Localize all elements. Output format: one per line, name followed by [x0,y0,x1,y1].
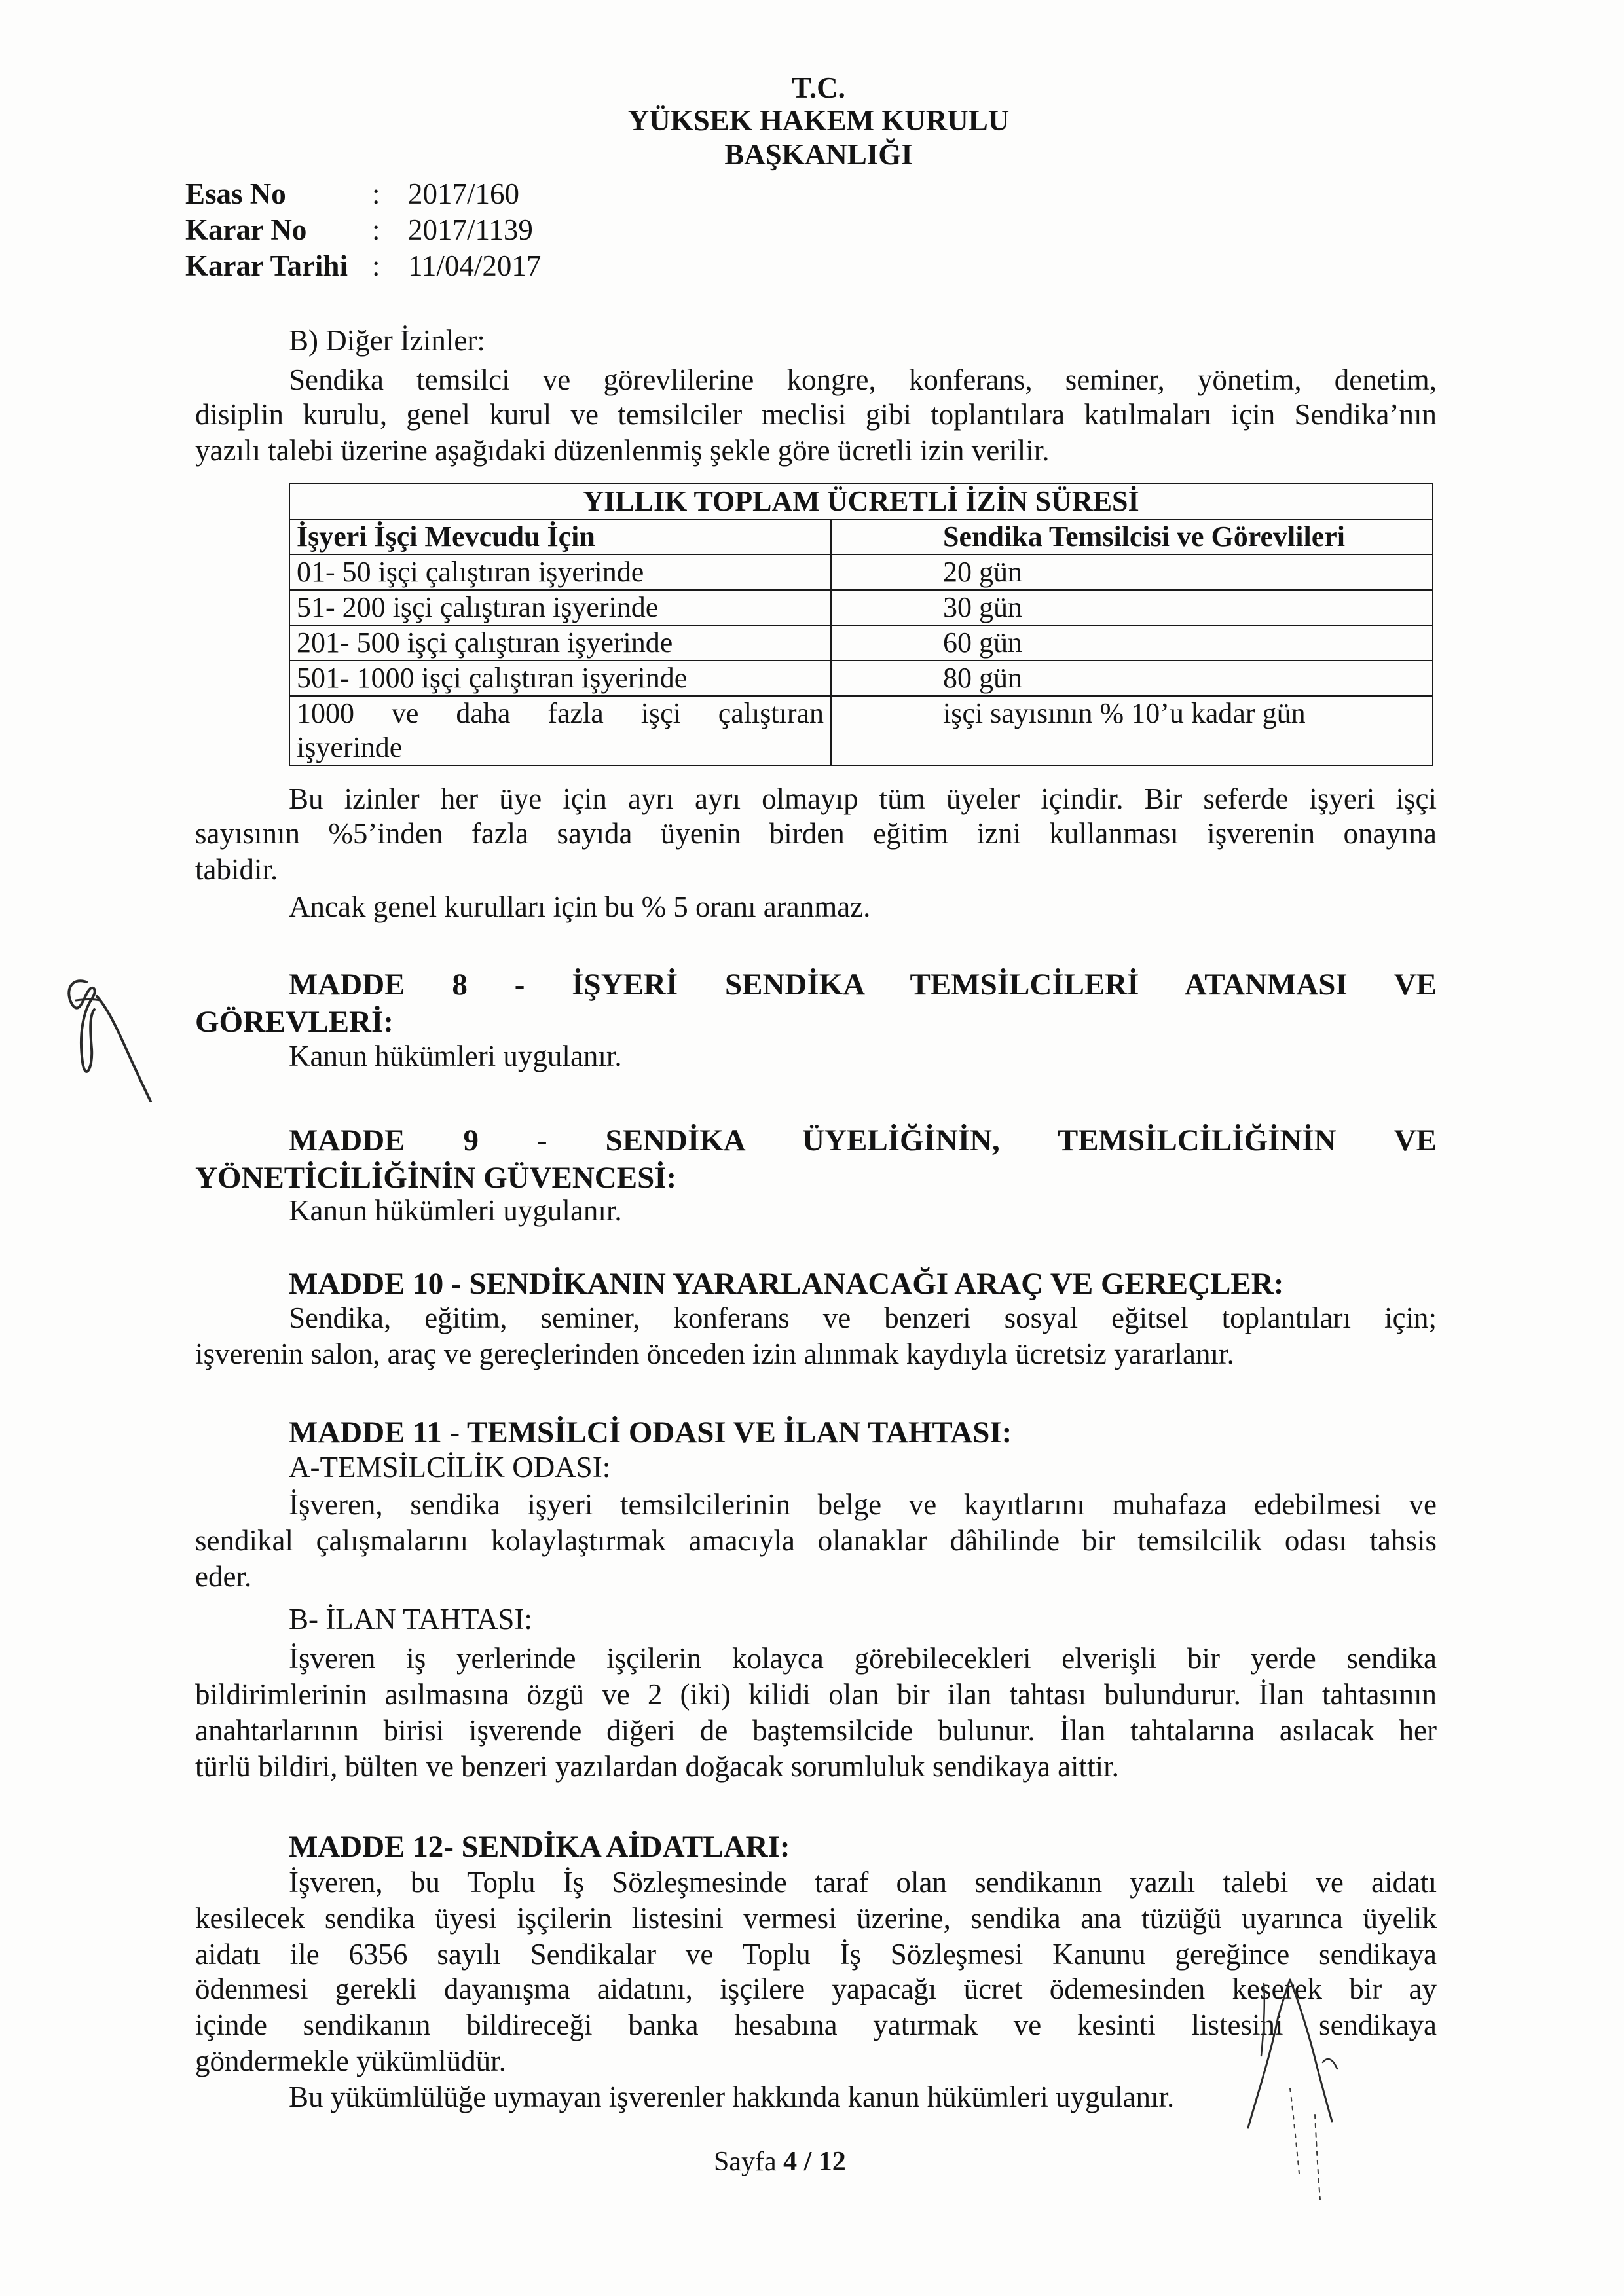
table-title-row [289,484,1433,519]
table-cell-range [289,696,831,765]
madde-12-line-6: göndermekle yükümlüdür. [195,2045,506,2077]
madde-9-title-cont: YÖNETİCİLİĞİNİN GÜVENCESİ: [195,1161,677,1195]
table-row [289,555,1433,590]
table-cell-range: 501- 1000 işçi çalıştıran işyerinde [289,661,831,696]
meta-value: 2017/160 [408,177,520,210]
table-row [289,625,1433,661]
madde-12-line-3: aidatı ile 6356 sayılı Sendikalar ve Toplu İş Sözleşmesi Kanunu gereğince sendikaya [195,1938,1437,1971]
madde-11-b-line-1: İşveren iş yerlerinde işçilerin kolayca görebilecekleri elverişli bir yerde sendika [289,1642,1437,1675]
table-cell-range: 201- 500 işçi çalıştıran işyerinde [289,625,831,661]
page-number: 4 / 12 [783,2147,846,2177]
table-cell-days: 30 gün [831,590,1433,625]
madde-12-line-5: içinde sendikanın bildireceği banka hesabına yatırmak ve kesinti listesini sendikaya [195,2009,1437,2041]
meta-label: Esas No [185,177,286,210]
meta-value: 2017/1139 [408,213,533,246]
madde-11-sub-a: A-TEMSİLCİLİK ODASI: [289,1451,611,1484]
header-institution: YÜKSEK HAKEM KURULU [627,104,1010,137]
table-cell-days: 20 gün [831,555,1433,590]
madde-8-title-cont: GÖREVLERİ: [195,1005,394,1039]
madde-10-line-1: Sendika, eğitim, seminer, konferans ve benzeri sosyal eğitsel toplantıları için; [289,1302,1437,1334]
section-b-line-1: Sendika temsilci ve görevlilerine kongre, konferans, seminer, yönetim, denetim, [289,363,1437,396]
meta-karar-no [185,213,533,247]
madde-11-a-line-2: sendikal çalışmalarını kolaylaştırmak amacıyla olanaklar dâhilinde bir temsilcilik odası tahsis [195,1524,1437,1557]
table-row [289,696,1433,765]
after-table-note: Ancak genel kurulları için bu % 5 oranı aranmaz. [289,890,871,923]
madde-11-sub-b: B- İLAN TAHTASI: [289,1603,532,1635]
section-b-title: B) Diğer İzinler: [289,324,485,357]
madde-9-title: MADDE 9 - SENDİKA ÜYELİĞİNİN, TEMSİLCİLİĞİNİN VE [289,1123,1437,1157]
page-footer-prefix: Sayfa [714,2147,784,2177]
table-cell-range: 01- 50 işçi çalıştıran işyerinde [289,555,831,590]
meta-label: Karar Tarihi [185,249,348,282]
madde-9-text: Kanun hükümleri uygulanır. [289,1194,622,1227]
after-table-line-2: sayısının %5’inden fazla sayıda üyenin birden eğitim izni kullanması işverenin onayına [195,817,1437,850]
table-col-header: Sendika Temsilcisi ve Görevlileri [831,519,1433,555]
header-tc: T.C. [792,71,845,104]
madde-11-b-line-2: bildirimlerinin asılmasına özgü ve 2 (iki) kilidi olan bir ilan tahtası bulundurur. İlan tahtasının [195,1678,1437,1711]
meta-value: 11/04/2017 [408,249,542,282]
meta-label: Karar No [185,213,307,246]
madde-11-a-line-1: İşveren, sendika işyeri temsilcilerinin belge ve kayıtlarını muhafaza edebilmesi ve [289,1488,1437,1521]
table-cell-days: işçi sayısının % 10’u kadar gün [831,696,1433,765]
madde-12-title: MADDE 12- SENDİKA AİDATLARI: [289,1830,790,1864]
madde-8-text: Kanun hükümleri uygulanır. [289,1040,622,1072]
table-row [289,590,1433,625]
madde-8-title: MADDE 8 - İŞYERİ SENDİKA TEMSİLCİLERİ ATANMASI VE [289,968,1437,1002]
madde-11-a-line-3: eder. [195,1560,252,1593]
madde-11-b-line-4: türlü bildiri, bülten ve benzeri yazılardan doğacak sorumluluk sendikaya aittir. [195,1750,1119,1783]
table-cell-range: 51- 200 işçi çalıştıran işyerinde [289,590,831,625]
header-presidency: BAŞKANLIĞI [724,138,913,171]
after-table-line-3: tabidir. [195,853,278,886]
handwritten-initial-icon [46,970,157,1108]
madde-12-line-1: İşveren, bu Toplu İş Sözleşmesinde taraf olan sendikanın yazılı talebi ve aidatı [289,1866,1437,1899]
madde-10-line-2: işverenin salon, araç ve gereçlerinden önceden izin alınmak kaydıyla ücretsiz yararlanır. [195,1338,1234,1370]
section-b-line-3: yazılı talebi üzerine aşağıdaki düzenlenmiş şekle göre ücretli izin verilir. [195,434,1050,467]
table-col-header: İşyeri İşçi Mevcudu İçin [289,519,831,555]
madde-12-line-2: kesilecek sendika üyesi işçilerin listesini vermesi üzerine, sendika ana tüzüğü uyarınca üyelik [195,1902,1437,1935]
table-header-row [289,519,1433,555]
section-b-line-2: disiplin kurulu, genel kurul ve temsilciler meclisi gibi toplantılara katılmaları için Sendika’nın [195,398,1437,431]
meta-colon: : [372,249,380,282]
madde-12-line-4: ödenmesi gerekli dayanışma aidatını, işçilere yapacağı ücret ödemesinden keserek bir ay [195,1973,1437,2005]
signature-icon [1244,1977,1441,2213]
range-line-1: 1000 ve daha fazla işçi çalıştıran [297,697,824,729]
meta-colon: : [372,213,380,246]
meta-karar-tarihi [185,249,541,283]
meta-esas-no [185,177,519,211]
table-title: YILLIK TOPLAM ÜCRETLİ İZİN SÜRESİ [289,484,1433,519]
madde-10-title: MADDE 10 - SENDİKANIN YARARLANACAĞI ARAÇ VE GEREÇLER: [289,1267,1284,1301]
page-footer [714,2146,846,2178]
table-row [289,661,1433,696]
table-cell-days: 60 gün [831,625,1433,661]
meta-colon: : [372,177,380,210]
after-table-line-1: Bu izinler her üye için ayrı ayrı olmayıp tüm üyeler içindir. Bir seferde işyeri işçi [289,782,1437,815]
table-cell-days: 80 gün [831,661,1433,696]
madde-11-title: MADDE 11 - TEMSİLCİ ODASI VE İLAN TAHTASI: [289,1415,1012,1449]
range-line-2: işyerinde [297,731,403,763]
leave-table [289,483,1433,766]
madde-12-last: Bu yükümlülüğe uymayan işverenler hakkında kanun hükümleri uygulanır. [289,2081,1175,2113]
madde-11-b-line-3: anahtarlarının birisi işverende diğeri de baştemsilcide bulunur. İlan tahtalarına asılacak her [195,1714,1437,1747]
